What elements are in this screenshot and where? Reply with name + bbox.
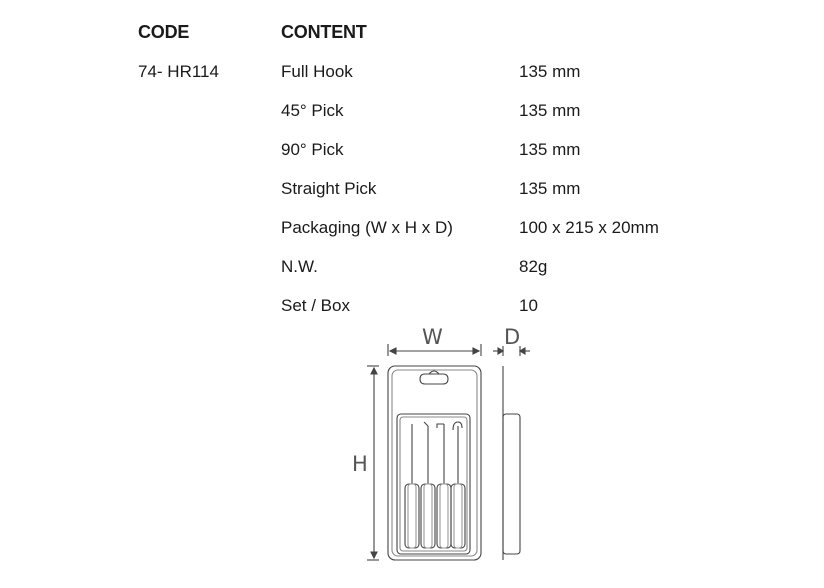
spec-label: N.W. [281, 257, 318, 276]
packaging-drawing [340, 322, 540, 570]
spec-row [281, 218, 731, 257]
spec-value: 135 mm [519, 62, 581, 81]
spec-value: 10 [519, 296, 538, 315]
spec-value: 100 x 215 x 20mm [519, 218, 659, 237]
spec-label: 45° Pick [281, 101, 344, 120]
spec-row [281, 140, 731, 179]
spec-value: 135 mm [519, 101, 581, 120]
spec-value: 135 mm [519, 179, 581, 198]
spec-table [281, 62, 731, 335]
height-label: H [352, 452, 368, 476]
spec-label: Full Hook [281, 62, 353, 81]
spec-value: 135 mm [519, 140, 581, 159]
spec-row [281, 179, 731, 218]
spec-row [281, 257, 731, 296]
content-header: CONTENT [281, 22, 367, 42]
spec-label: 90° Pick [281, 140, 344, 159]
spec-row [281, 62, 731, 101]
spec-label: Packaging (W x H x D) [281, 218, 453, 237]
spec-row [281, 101, 731, 140]
code-header: CODE [138, 22, 190, 42]
spec-value: 82g [519, 257, 548, 276]
product-code: 74- HR114 [138, 62, 219, 81]
spec-label: Straight Pick [281, 179, 377, 198]
spec-label: Set / Box [281, 296, 350, 315]
depth-label: D [504, 325, 521, 349]
width-label: W [422, 325, 443, 349]
